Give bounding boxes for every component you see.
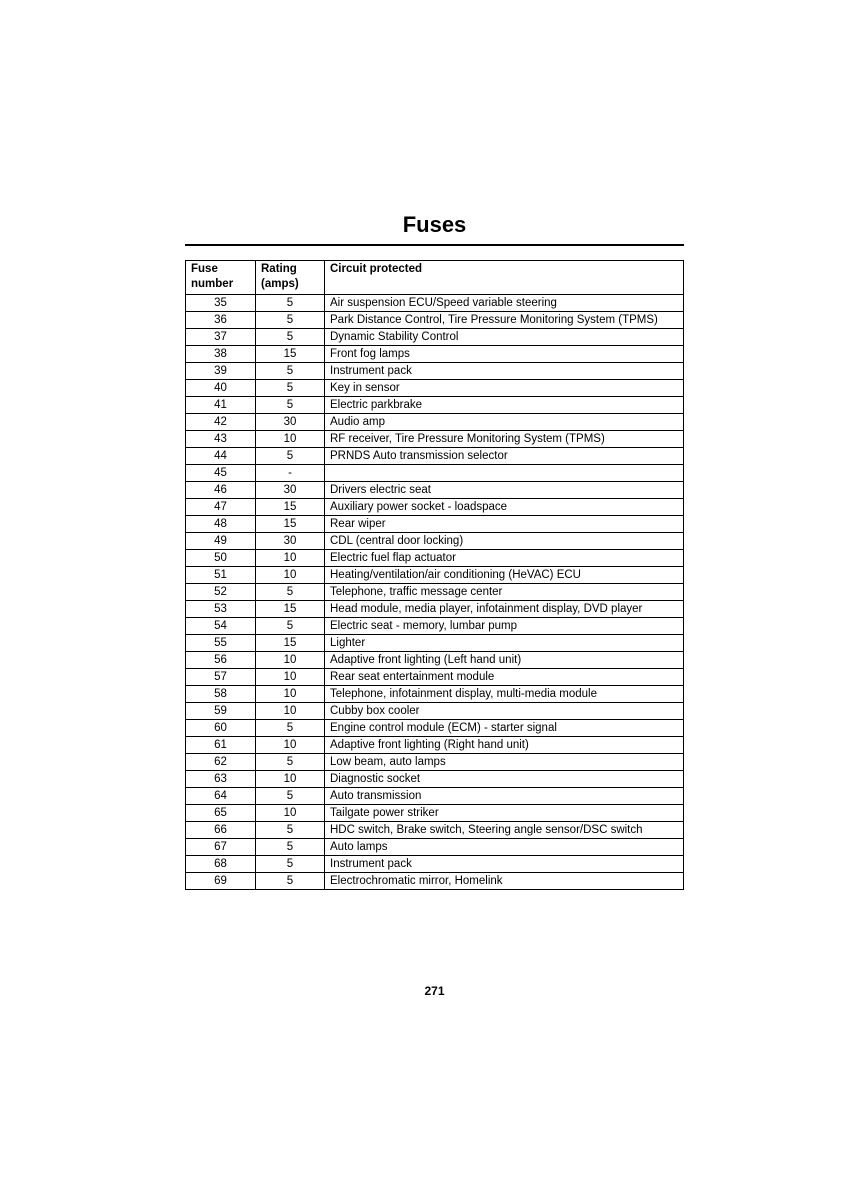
table-row — [186, 448, 684, 465]
circuit-cell: CDL (central door locking) — [325, 533, 684, 550]
table-header-row — [186, 261, 684, 295]
circuit-cell: Auto transmission — [325, 788, 684, 805]
table-row — [186, 414, 684, 431]
circuit-cell: HDC switch, Brake switch, Steering angle sensor/DSC switch — [325, 822, 684, 839]
rating-cell: 5 — [256, 584, 325, 601]
rating-cell: 5 — [256, 363, 325, 380]
table-row — [186, 822, 684, 839]
circuit-cell: Telephone, traffic message center — [325, 584, 684, 601]
rating-cell: 15 — [256, 601, 325, 618]
table-row — [186, 499, 684, 516]
rating-cell: 10 — [256, 567, 325, 584]
fuse-number-cell: 63 — [186, 771, 256, 788]
table-row — [186, 346, 684, 363]
circuit-cell — [325, 465, 684, 482]
table-row — [186, 295, 684, 312]
fuse-number-cell: 69 — [186, 873, 256, 890]
table-row — [186, 771, 684, 788]
rating-cell: 5 — [256, 856, 325, 873]
fuse-number-cell: 46 — [186, 482, 256, 499]
fuse-number-cell: 47 — [186, 499, 256, 516]
table-row — [186, 720, 684, 737]
circuit-cell: Heating/ventilation/air conditioning (HeVAC) ECU — [325, 567, 684, 584]
header-circuit-protected: Circuit protected — [325, 261, 684, 295]
rating-cell: 5 — [256, 380, 325, 397]
rating-cell: 15 — [256, 516, 325, 533]
fuse-number-cell: 66 — [186, 822, 256, 839]
rating-cell: 15 — [256, 635, 325, 652]
fuse-number-cell: 57 — [186, 669, 256, 686]
fuse-number-cell: 59 — [186, 703, 256, 720]
circuit-cell: Drivers electric seat — [325, 482, 684, 499]
table-row — [186, 873, 684, 890]
fuse-number-cell: 65 — [186, 805, 256, 822]
fuse-number-cell: 68 — [186, 856, 256, 873]
table-row — [186, 397, 684, 414]
fuse-number-cell: 44 — [186, 448, 256, 465]
circuit-cell: Auto lamps — [325, 839, 684, 856]
rating-cell: 5 — [256, 618, 325, 635]
circuit-cell: Dynamic Stability Control — [325, 329, 684, 346]
table-row — [186, 567, 684, 584]
rating-cell: 5 — [256, 720, 325, 737]
circuit-cell: Electric parkbrake — [325, 397, 684, 414]
fuse-number-cell: 55 — [186, 635, 256, 652]
rating-cell: 5 — [256, 839, 325, 856]
fuse-number-cell: 61 — [186, 737, 256, 754]
table-row — [186, 805, 684, 822]
rating-cell: 5 — [256, 329, 325, 346]
circuit-cell: Instrument pack — [325, 363, 684, 380]
table-row — [186, 431, 684, 448]
circuit-cell: Low beam, auto lamps — [325, 754, 684, 771]
rating-cell: 5 — [256, 754, 325, 771]
circuit-cell: PRNDS Auto transmission selector — [325, 448, 684, 465]
table-row — [186, 465, 684, 482]
rating-cell: 5 — [256, 295, 325, 312]
circuit-cell: Tailgate power striker — [325, 805, 684, 822]
fuse-number-cell: 42 — [186, 414, 256, 431]
fuse-number-cell: 64 — [186, 788, 256, 805]
table-row — [186, 516, 684, 533]
page-number: 271 — [424, 984, 445, 998]
rating-cell: 5 — [256, 397, 325, 414]
table-row — [186, 618, 684, 635]
rating-cell: 10 — [256, 737, 325, 754]
rating-cell: 5 — [256, 873, 325, 890]
rating-cell: 30 — [256, 533, 325, 550]
circuit-cell: Engine control module (ECM) - starter signal — [325, 720, 684, 737]
fuse-number-cell: 54 — [186, 618, 256, 635]
circuit-cell: Rear seat entertainment module — [325, 669, 684, 686]
rating-cell: 5 — [256, 822, 325, 839]
table-row — [186, 856, 684, 873]
rating-cell: 5 — [256, 312, 325, 329]
rating-cell: - — [256, 465, 325, 482]
table-row — [186, 703, 684, 720]
fuse-number-cell: 45 — [186, 465, 256, 482]
circuit-cell: Audio amp — [325, 414, 684, 431]
fuse-number-cell: 38 — [186, 346, 256, 363]
table-row — [186, 550, 684, 567]
circuit-cell: Telephone, infotainment display, multi-media module — [325, 686, 684, 703]
circuit-cell: Key in sensor — [325, 380, 684, 397]
table-row — [186, 363, 684, 380]
circuit-cell: Cubby box cooler — [325, 703, 684, 720]
table-row — [186, 686, 684, 703]
table-row — [186, 312, 684, 329]
fuse-number-cell: 43 — [186, 431, 256, 448]
rating-cell: 10 — [256, 686, 325, 703]
fuse-number-cell: 51 — [186, 567, 256, 584]
circuit-cell: Electric fuel flap actuator — [325, 550, 684, 567]
fuse-number-cell: 67 — [186, 839, 256, 856]
rating-cell: 10 — [256, 669, 325, 686]
circuit-cell: Lighter — [325, 635, 684, 652]
rating-cell: 10 — [256, 771, 325, 788]
header-fuse-number: Fuse number — [186, 261, 256, 295]
table-row — [186, 788, 684, 805]
rating-cell: 10 — [256, 431, 325, 448]
fuse-number-cell: 41 — [186, 397, 256, 414]
circuit-cell: Front fog lamps — [325, 346, 684, 363]
fuse-number-cell: 58 — [186, 686, 256, 703]
circuit-cell: Electric seat - memory, lumbar pump — [325, 618, 684, 635]
rating-cell: 10 — [256, 805, 325, 822]
fuse-number-cell: 49 — [186, 533, 256, 550]
fuse-number-cell: 39 — [186, 363, 256, 380]
rating-cell: 5 — [256, 788, 325, 805]
fuse-number-cell: 37 — [186, 329, 256, 346]
circuit-cell: Adaptive front lighting (Right hand unit) — [325, 737, 684, 754]
rating-cell: 30 — [256, 482, 325, 499]
rating-cell: 5 — [256, 448, 325, 465]
circuit-cell: Auxiliary power socket - loadspace — [325, 499, 684, 516]
fuse-table-body — [186, 295, 684, 890]
rating-cell: 10 — [256, 652, 325, 669]
circuit-cell: RF receiver, Tire Pressure Monitoring System (TPMS) — [325, 431, 684, 448]
rating-cell: 30 — [256, 414, 325, 431]
fuse-table — [185, 260, 684, 890]
fuse-number-cell: 35 — [186, 295, 256, 312]
fuse-number-cell: 36 — [186, 312, 256, 329]
circuit-cell: Instrument pack — [325, 856, 684, 873]
fuse-number-cell: 62 — [186, 754, 256, 771]
fuse-number-cell: 40 — [186, 380, 256, 397]
page-title: Fuses — [402, 212, 467, 237]
fuse-number-cell: 56 — [186, 652, 256, 669]
circuit-cell: Rear wiper — [325, 516, 684, 533]
circuit-cell: Air suspension ECU/Speed variable steering — [325, 295, 684, 312]
header-rating-amps: Rating (amps) — [256, 261, 325, 295]
table-row — [186, 329, 684, 346]
table-row — [186, 669, 684, 686]
circuit-cell: Head module, media player, infotainment display, DVD player — [325, 601, 684, 618]
rating-cell: 15 — [256, 499, 325, 516]
circuit-cell: Electrochromatic mirror, Homelink — [325, 873, 684, 890]
table-row — [186, 839, 684, 856]
circuit-cell: Diagnostic socket — [325, 771, 684, 788]
rating-cell: 10 — [256, 550, 325, 567]
table-row — [186, 584, 684, 601]
title-divider — [185, 244, 684, 246]
table-row — [186, 601, 684, 618]
table-row — [186, 533, 684, 550]
fuse-number-cell: 52 — [186, 584, 256, 601]
rating-cell: 15 — [256, 346, 325, 363]
table-row — [186, 754, 684, 771]
fuse-number-cell: 50 — [186, 550, 256, 567]
rating-cell: 10 — [256, 703, 325, 720]
table-row — [186, 482, 684, 499]
fuse-number-cell: 53 — [186, 601, 256, 618]
fuse-number-cell: 60 — [186, 720, 256, 737]
table-row — [186, 635, 684, 652]
table-row — [186, 652, 684, 669]
table-row — [186, 380, 684, 397]
fuse-number-cell: 48 — [186, 516, 256, 533]
circuit-cell: Park Distance Control, Tire Pressure Monitoring System (TPMS) — [325, 312, 684, 329]
circuit-cell: Adaptive front lighting (Left hand unit) — [325, 652, 684, 669]
table-row — [186, 737, 684, 754]
